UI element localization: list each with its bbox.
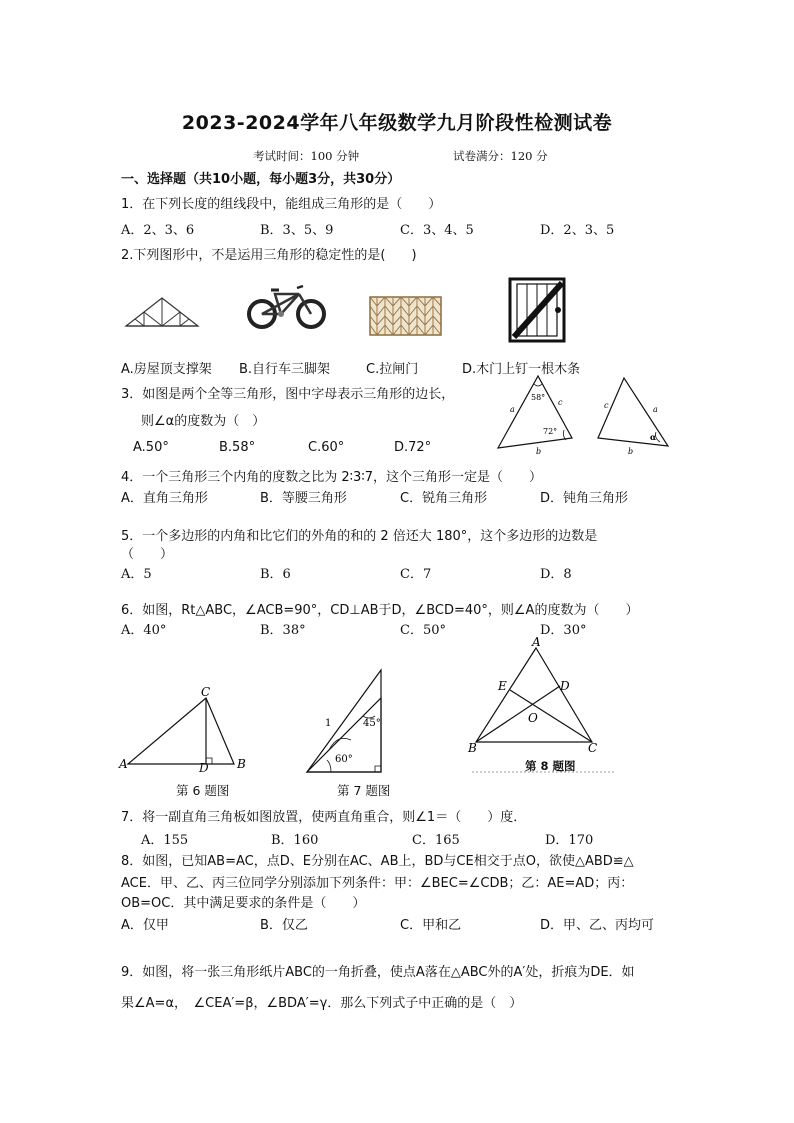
q3-angle-58: 58° xyxy=(531,393,546,402)
wooden-door-image xyxy=(508,277,566,343)
q2-option-b: B.自行车三脚架 xyxy=(239,362,331,377)
page-title: 2023-2024学年八年级数学九月阶段性检测试卷 xyxy=(181,112,613,134)
q3-side-c-right: c xyxy=(604,401,609,410)
q7-angle-45-label: 45° xyxy=(363,718,381,729)
q1-stem: 1．在下列长度的组线段中，能组成三角形的是（ ） xyxy=(121,197,442,212)
q3-side-c-left: c xyxy=(558,398,563,407)
q5-line2: （ ） xyxy=(121,547,174,562)
q6-option-c: C．50° xyxy=(400,623,446,638)
q2-option-d: D.木门上钉一根木条 xyxy=(462,362,581,377)
q6-label-b: B xyxy=(237,757,246,771)
q2-option-c: C.拉闸门 xyxy=(366,362,419,377)
q8-caption: 第 8 题图 xyxy=(525,759,576,773)
q7-option-c: C．165 xyxy=(412,833,460,848)
roof-truss-image xyxy=(124,296,200,328)
q3-option-a: A.50° xyxy=(133,440,169,455)
q4-option-b: B．等腰三角形 xyxy=(260,491,347,506)
q2-option-a: A.房屋顶支撑架 xyxy=(121,362,212,377)
q7-option-d: D．170 xyxy=(545,833,594,848)
q3-congruent-triangles-figure xyxy=(490,370,690,460)
q7-stem: 7．将一副直角三角板如图放置，使两直角重合，则∠1＝（ ）度． xyxy=(121,810,527,825)
q8-label-d: D xyxy=(560,679,570,693)
q8-label-b: B xyxy=(468,741,477,755)
q7-angle-1-label: 1 xyxy=(325,718,332,729)
q8-option-d: D．甲、乙、丙均可 xyxy=(540,918,655,933)
q3-option-d: D.72° xyxy=(394,440,432,455)
q8-line3: OB=OC．其中满足要求的条件是（ ） xyxy=(121,896,366,911)
folding-gate-image xyxy=(369,296,442,336)
q3-side-b-left: b xyxy=(536,447,542,456)
q8-option-a: A．仅甲 xyxy=(121,918,169,933)
q5-option-b: B．6 xyxy=(260,567,291,582)
q1-option-d: D．2、3、5 xyxy=(540,223,615,238)
section-heading: 一、选择题（共10小题，每小题3分，共30分） xyxy=(121,172,401,187)
q3-angle-72: 72° xyxy=(543,427,558,436)
q7-figure xyxy=(303,664,395,776)
q8-option-c: C．甲和乙 xyxy=(400,918,462,933)
q8-figure xyxy=(464,634,616,774)
q5-option-a: A．5 xyxy=(121,567,152,582)
q3-alpha-label: α xyxy=(650,432,657,442)
exam-time: 考试时间：100 分钟 xyxy=(253,149,360,163)
q8-label-o: O xyxy=(528,711,538,725)
q3-option-b: B.58° xyxy=(219,440,256,455)
q7-angle-60-label: 60° xyxy=(335,754,353,765)
q8-option-b: B．仅乙 xyxy=(260,918,308,933)
q2-stem: 2.下列图形中，不是运用三角形的稳定性的是( ) xyxy=(121,248,417,263)
q4-option-a: A．直角三角形 xyxy=(121,491,208,506)
q3-side-a-right: a xyxy=(653,405,658,414)
q3-side-a-left: a xyxy=(510,405,515,414)
q7-option-b: B．160 xyxy=(271,833,319,848)
q6-label-c: C xyxy=(201,685,211,699)
q6-caption: 第 6 题图 xyxy=(176,783,230,798)
q7-caption: 第 7 题图 xyxy=(337,783,391,798)
q8-label-c: C xyxy=(588,741,598,755)
q8-line2: ACE．甲、乙、丙三位同学分别添加下列条件：甲：∠BEC=∠CDB；乙：AE=AD；丙： xyxy=(121,876,634,891)
q7-option-a: A．155 xyxy=(141,833,189,848)
q6-option-d: D．30° xyxy=(540,623,587,638)
q4-option-c: C．锐角三角形 xyxy=(400,491,488,506)
q1-option-a: A．2、3、6 xyxy=(121,223,195,238)
q8-label-a: A xyxy=(532,635,541,649)
q1-option-c: C．3、4、5 xyxy=(400,223,474,238)
bicycle-image xyxy=(247,282,327,330)
q4-stem: 4．一个三角形三个内角的度数之比为 2∶3∶7，这个三角形一定是（ ） xyxy=(121,470,542,485)
q9-line1: 9．如图，将一张三角形纸片ABC的一角折叠，使点A落在△ABC外的A′处，折痕为DE．如 xyxy=(121,965,635,980)
q8-label-e: E xyxy=(498,679,507,693)
q3-line1: 3．如图是两个全等三角形，图中字母表示三角形的边长， xyxy=(121,387,455,402)
q6-label-d: D xyxy=(199,761,209,775)
q6-figure xyxy=(116,684,256,774)
q8-line1: 8．如图，已知AB=AC，点D、E分别在AC、AB上，BD与CE相交于点O，欲使△ABD≌△ xyxy=(121,854,634,869)
q3-line2: 则∠α的度数为（ ） xyxy=(141,414,266,429)
q1-option-b: B．3、5、9 xyxy=(260,223,334,238)
q6-option-a: A．40° xyxy=(121,623,167,638)
q5-line1: 5．一个多边形的内角和比它们的外角的和的 2 倍还大 180°，这个多边形的边数是 xyxy=(121,529,598,544)
q4-option-d: D．钝角三角形 xyxy=(540,491,629,506)
q6-label-a: A xyxy=(119,757,128,771)
q3-side-b-right: b xyxy=(628,447,634,456)
q9-line2: 果∠A=α， ∠CEA′=β，∠BDA′=γ．那么下列式子中正确的是（ ） xyxy=(121,996,523,1011)
q5-option-d: D．8 xyxy=(540,567,572,582)
q6-stem: 6．如图，Rt△ABC，∠ACB=90°，CD⊥AB于D，∠BCD=40°，则∠A的度数为（ ） xyxy=(121,603,639,618)
q5-option-c: C．7 xyxy=(400,567,432,582)
full-score: 试卷满分：120 分 xyxy=(453,149,548,163)
q6-option-b: B．38° xyxy=(260,623,306,638)
q3-option-c: C.60° xyxy=(308,440,345,455)
